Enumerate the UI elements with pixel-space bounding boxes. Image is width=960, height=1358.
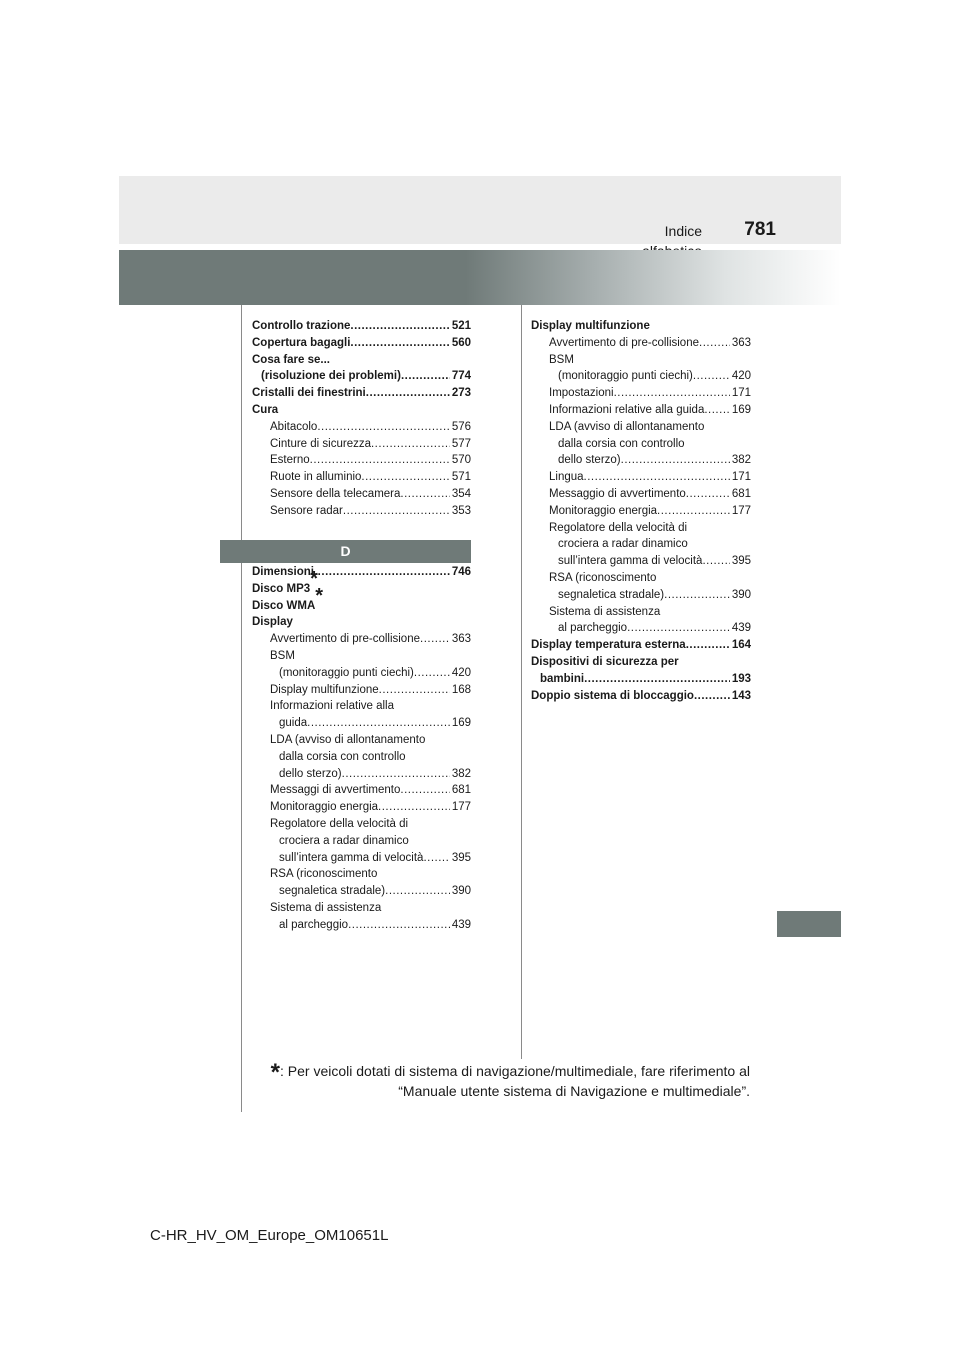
entry-page: 774 <box>451 370 471 383</box>
leader-dots <box>342 766 450 783</box>
entry-text: Messaggi di avvertimento <box>270 784 401 797</box>
leader-dots <box>699 335 730 352</box>
leader-dots <box>704 402 729 419</box>
index-entry <box>252 335 471 352</box>
leader-dots <box>657 503 730 520</box>
index-entry <box>252 816 471 833</box>
index-entry <box>252 799 471 816</box>
entry-page: 143 <box>731 689 751 702</box>
entry-text: Sistema di assistenza <box>270 901 382 914</box>
entry-text: dalla corsia con controllo <box>279 750 406 763</box>
leader-dots <box>584 469 730 486</box>
index-entry <box>531 368 751 385</box>
footnote-line-2: “Manuale utente sistema di Navigazione e multimediale”. <box>398 1083 750 1099</box>
letter-heading-d: D <box>220 540 471 563</box>
leader-dots <box>385 883 450 900</box>
left-column-rule <box>241 305 242 1112</box>
index-entry <box>531 469 751 486</box>
leader-dots <box>627 620 730 637</box>
entry-text: segnaletica stradale) <box>279 885 386 898</box>
entry-page: 576 <box>451 420 471 433</box>
entry-text: Ruote in alluminio <box>270 471 362 484</box>
index-entry <box>531 688 751 705</box>
entry-page: 571 <box>451 471 471 484</box>
entry-text: (risoluzione dei problemi) <box>261 370 401 383</box>
index-entry <box>252 368 471 385</box>
entry-text: BSM <box>549 353 574 366</box>
index-column-right <box>531 318 751 704</box>
entry-page: 390 <box>731 588 751 601</box>
leader-dots <box>621 452 730 469</box>
entry-text: Sensore radar <box>270 504 343 517</box>
index-entry <box>531 604 751 621</box>
index-entry <box>252 749 471 766</box>
index-entry <box>531 587 751 604</box>
leader-dots <box>350 318 449 335</box>
index-entry <box>531 620 751 637</box>
leader-dots <box>401 368 450 385</box>
index-entry <box>531 335 751 352</box>
entry-page: 746 <box>451 566 471 578</box>
entry-text: Sistema di assistenza <box>549 605 661 618</box>
entry-text: Avvertimento di pre-collisione <box>270 633 420 646</box>
entry-text: Cristalli dei finestrini <box>252 387 366 400</box>
index-entry <box>531 385 751 402</box>
entry-text: RSA (riconoscimento <box>270 868 378 881</box>
index-entry <box>252 698 471 715</box>
entry-text: Lingua <box>549 471 584 484</box>
footnote-marker: * <box>310 567 318 590</box>
entry-page: 354 <box>451 487 471 500</box>
leader-dots <box>614 385 730 402</box>
entry-page: 382 <box>731 454 751 467</box>
section-title: Indice <box>664 223 702 239</box>
entry-page: 171 <box>731 387 751 400</box>
entry-text: (monitoraggio punti ciechi) <box>279 666 414 679</box>
entry-page: 395 <box>451 851 471 864</box>
entry-page: 363 <box>731 336 751 349</box>
entry-page: 168 <box>451 683 471 696</box>
entry-page: 395 <box>731 555 751 568</box>
entry-page: 273 <box>451 387 471 400</box>
entry-page: 681 <box>731 487 751 500</box>
index-entry <box>531 520 751 537</box>
index-entry <box>252 436 471 453</box>
index-entry <box>531 503 751 520</box>
entry-page: 193 <box>731 672 751 685</box>
entry-page: 439 <box>731 622 751 635</box>
index-entry <box>252 850 471 867</box>
leader-dots <box>378 799 450 816</box>
entry-page: 570 <box>451 454 471 467</box>
leader-dots <box>584 671 730 688</box>
leader-dots <box>350 335 449 352</box>
index-entry <box>252 564 471 581</box>
footnote-marker: * <box>315 584 324 607</box>
entry-text: Disco WMA <box>252 599 316 612</box>
entry-text: Dimensioni <box>252 566 314 578</box>
index-entry <box>252 866 471 883</box>
chapter-side-tab <box>777 911 841 937</box>
index-entry <box>252 486 471 503</box>
entry-page: 177 <box>731 504 751 517</box>
entry-text: crociera a radar dinamico <box>279 834 409 847</box>
index-entry <box>531 318 751 335</box>
entry-page: 521 <box>451 320 471 332</box>
index-entry <box>252 665 471 682</box>
entry-text: Cinture di sicurezza <box>270 437 371 450</box>
leader-dots <box>400 782 449 799</box>
leader-dots <box>371 436 450 453</box>
page-number: 781 <box>744 219 776 240</box>
entry-text: Monitoraggio energia <box>270 801 379 814</box>
leader-dots <box>343 503 450 520</box>
index-entry <box>252 352 471 369</box>
entry-text: guida <box>279 717 308 730</box>
entry-text: Controllo trazione <box>252 320 351 332</box>
entry-text: Esterno <box>270 454 310 467</box>
entry-text: Cosa fare se... <box>252 353 330 366</box>
entry-text: (monitoraggio punti ciechi) <box>558 370 693 383</box>
leader-dots <box>348 917 450 934</box>
entry-text: al parcheggio <box>279 918 349 931</box>
index-entry <box>252 883 471 900</box>
leader-dots <box>414 665 450 682</box>
footnote <box>270 1059 750 1101</box>
footnote-line-1: : Per veicoli dotati di sistema di navigazione/multimediale, fare riferimento al <box>280 1063 750 1079</box>
index-column-left-top <box>252 318 471 520</box>
entry-text: Cura <box>252 403 279 416</box>
index-entry <box>531 452 751 469</box>
entry-page: 577 <box>451 437 471 450</box>
index-entry <box>531 570 751 587</box>
footnote-star: * <box>270 1059 280 1086</box>
entry-text: Monitoraggio energia <box>549 504 658 517</box>
index-entry <box>531 402 751 419</box>
leader-dots <box>420 631 450 648</box>
entry-text: bambini <box>540 672 585 685</box>
entry-text: Regolatore della velocità di <box>270 817 409 830</box>
leader-dots <box>702 553 729 570</box>
entry-text: Sensore della telecamera <box>270 487 401 500</box>
entry-text: LDA (avviso di allontanamento <box>549 420 705 433</box>
entry-text: Avvertimento di pre-collisione <box>549 336 699 349</box>
index-entry <box>252 732 471 749</box>
entry-page: 164 <box>731 639 751 652</box>
entry-text: Display temperatura esterna <box>531 639 686 652</box>
entry-text: Regolatore della velocità di <box>549 521 688 534</box>
entry-text: Doppio sistema di bloccaggio <box>531 689 694 702</box>
index-entry <box>252 318 471 335</box>
index-entry <box>252 648 471 665</box>
index-entry <box>531 553 751 570</box>
entry-text: segnaletica stradale) <box>558 588 665 601</box>
index-entry <box>252 419 471 436</box>
index-entry <box>252 715 471 732</box>
index-entry <box>252 614 471 631</box>
index-entry <box>531 486 751 503</box>
entry-text: dello sterzo) <box>279 767 342 780</box>
leader-dots <box>366 385 450 402</box>
entry-page: 363 <box>451 633 471 646</box>
entry-text: Display multifunzione <box>270 683 379 696</box>
header-gradient-band <box>119 250 841 305</box>
entry-text: Dispositivi di sicurezza per <box>531 655 679 668</box>
entry-page: 169 <box>451 717 471 730</box>
index-entry <box>531 352 751 369</box>
entry-text: crociera a radar dinamico <box>558 538 688 551</box>
index-entry <box>531 536 751 553</box>
entry-page: 390 <box>451 885 471 898</box>
entry-page: 382 <box>451 767 471 780</box>
entry-page: 420 <box>451 666 471 679</box>
index-entry <box>252 900 471 917</box>
document-id: C-HR_HV_OM_Europe_OM10651L <box>150 1227 389 1244</box>
index-entry <box>252 833 471 850</box>
index-entry <box>252 631 471 648</box>
index-entry <box>531 654 751 671</box>
index-entry <box>252 503 471 520</box>
entry-text: Display multifunzione <box>531 320 650 332</box>
entry-text: Informazioni relative alla guida <box>549 403 705 416</box>
entry-text: dalla corsia con controllo <box>558 437 685 450</box>
leader-dots <box>694 688 730 705</box>
index-entry <box>252 402 471 419</box>
entry-text: Disco MP3 <box>252 582 311 595</box>
entry-text: al parcheggio <box>558 622 628 635</box>
index-entry <box>531 637 751 654</box>
entry-page: 353 <box>451 504 471 517</box>
index-entry <box>252 682 471 699</box>
entry-page: 177 <box>451 801 471 814</box>
index-entry <box>252 766 471 783</box>
index-entry <box>531 436 751 453</box>
entry-page: 681 <box>451 784 471 797</box>
entry-text: Informazioni relative alla <box>270 700 395 713</box>
entry-text: dello sterzo) <box>558 454 621 467</box>
leader-dots <box>693 368 730 385</box>
leader-dots <box>307 715 450 732</box>
leader-dots <box>400 486 449 503</box>
entry-text: Messaggio di avvertimento <box>549 487 686 500</box>
leader-dots <box>379 682 450 699</box>
entry-text: sull’intera gamma di velocità <box>279 851 424 864</box>
entry-text: Display <box>252 616 293 629</box>
index-column-left-bottom <box>252 564 471 934</box>
middle-column-rule <box>521 305 522 1059</box>
entry-page: 560 <box>451 336 471 349</box>
index-entry <box>252 469 471 486</box>
entry-page: 171 <box>731 471 751 484</box>
leader-dots <box>664 587 730 604</box>
leader-dots <box>686 637 730 654</box>
index-entry <box>531 419 751 436</box>
entry-text: sull’intera gamma di velocità <box>558 555 703 568</box>
entry-text: Abitacolo <box>270 420 318 433</box>
leader-dots <box>686 486 730 503</box>
entry-text: BSM <box>270 649 295 662</box>
index-entry <box>252 452 471 469</box>
leader-dots <box>310 452 450 469</box>
entry-page: 169 <box>731 403 751 416</box>
index-entry <box>252 385 471 402</box>
entry-text: RSA (riconoscimento <box>549 571 657 584</box>
leader-dots <box>423 850 449 867</box>
entry-text: LDA (avviso di allontanamento <box>270 733 426 746</box>
index-entry <box>252 782 471 799</box>
leader-dots <box>361 469 449 486</box>
entry-text: Impostazioni <box>549 387 614 400</box>
index-entry <box>531 671 751 688</box>
leader-dots <box>314 564 450 581</box>
leader-dots <box>317 419 450 436</box>
entry-text: Copertura bagagli <box>252 336 351 349</box>
entry-page: 420 <box>731 370 751 383</box>
index-entry <box>252 917 471 934</box>
entry-page: 439 <box>451 918 471 931</box>
